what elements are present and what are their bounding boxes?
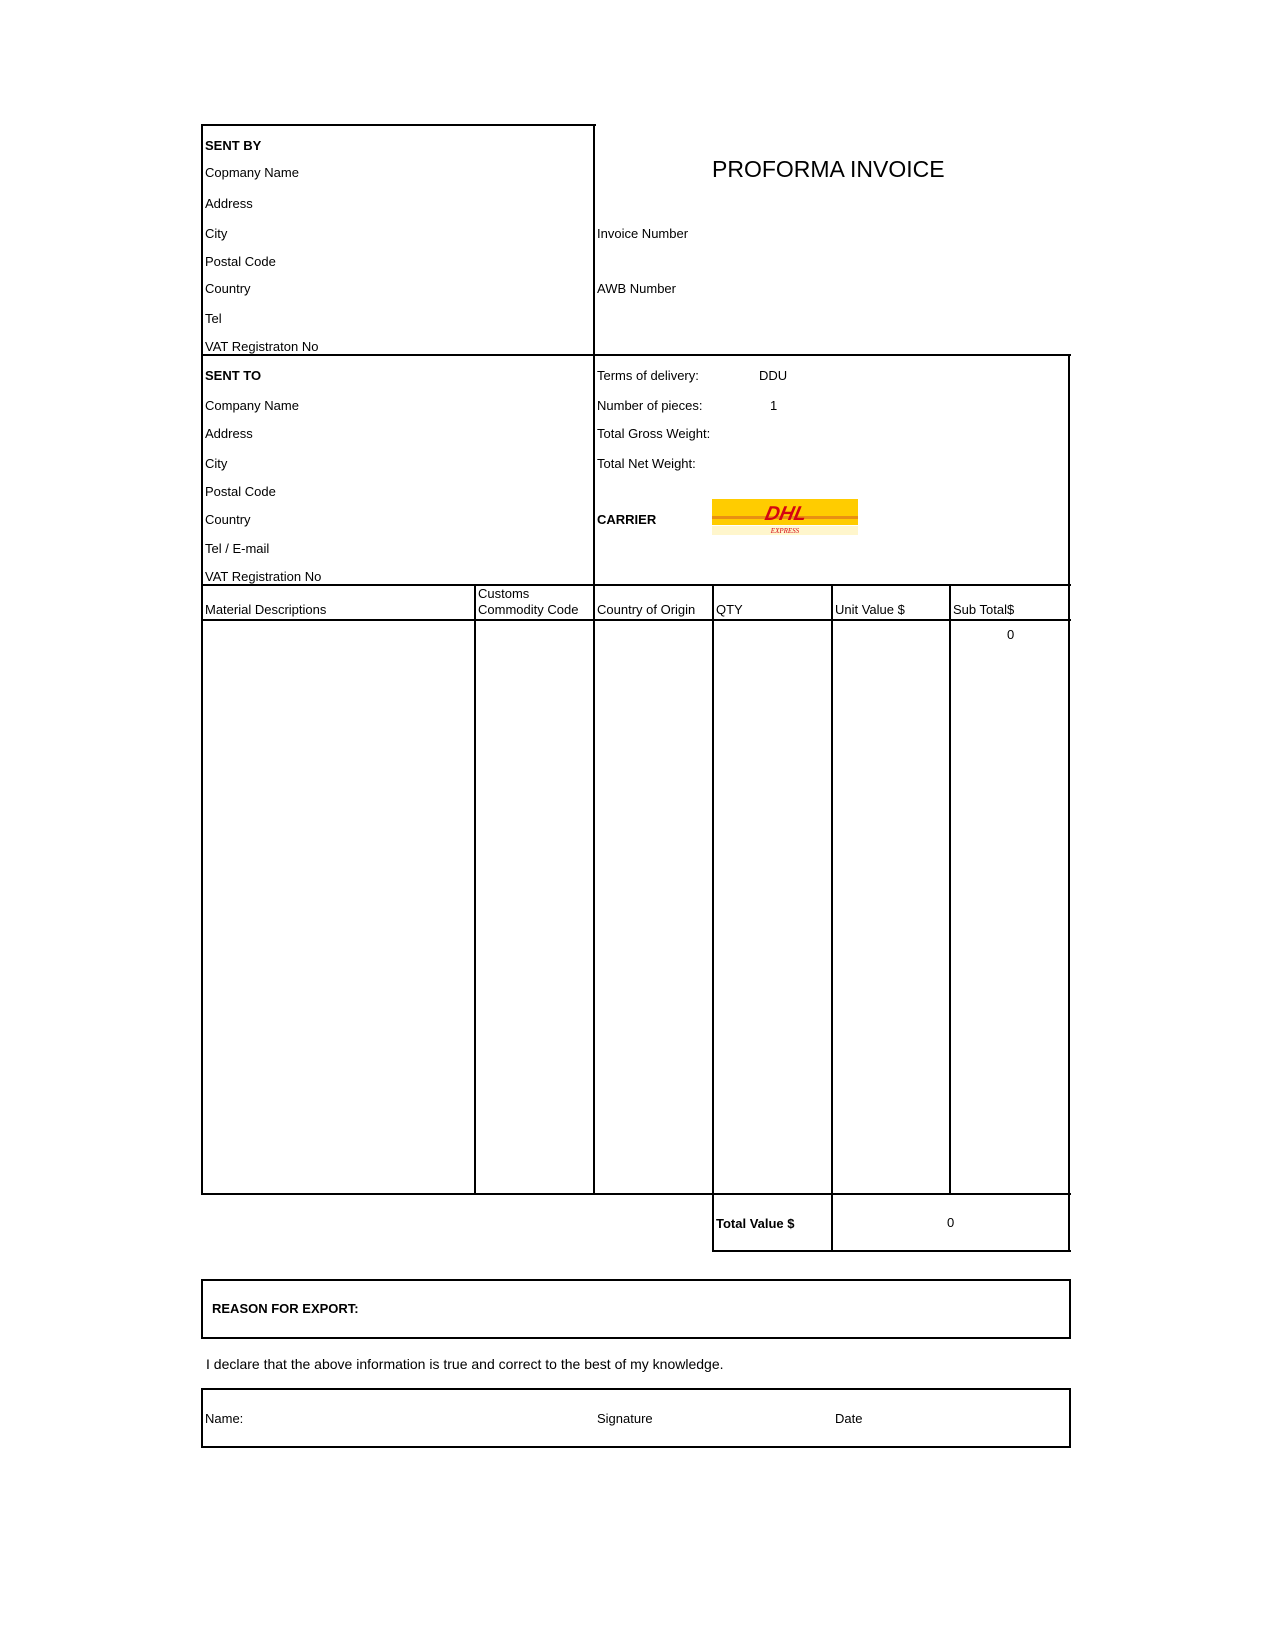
col-header-subtotal: Sub Total$ — [953, 602, 1015, 617]
sent-to-postal-label: Postal Code — [205, 484, 276, 499]
total-value[interactable]: 0 — [947, 1215, 955, 1230]
col-header-qty: QTY — [716, 602, 743, 617]
declaration-text: I declare that the above information is true and correct to the best of my knowledge. — [206, 1356, 724, 1372]
sent-to-heading: SENT TO — [205, 368, 262, 383]
invoice-number-label: Invoice Number — [597, 226, 689, 241]
divider — [712, 1250, 1071, 1252]
sent-by-vat-label: VAT Registraton No — [205, 339, 319, 354]
sent-by-heading: SENT BY — [205, 138, 262, 153]
svg-text:DHL: DHL — [762, 503, 809, 525]
signature-label: Signature — [597, 1411, 653, 1426]
divider — [201, 1193, 1071, 1195]
net-weight-label: Total Net Weight: — [597, 456, 696, 471]
divider — [201, 619, 1071, 621]
sent-by-country-label: Country — [205, 281, 251, 296]
divider — [474, 584, 476, 1194]
sent-to-tel-label: Tel / E-mail — [205, 541, 270, 556]
pieces-value[interactable]: 1 — [770, 398, 778, 413]
col-header-commodity-code: Commodity Code — [478, 602, 579, 617]
sent-by-city-label: City — [205, 226, 228, 241]
col-header-origin: Country of Origin — [597, 602, 696, 617]
sent-by-tel-label: Tel — [205, 311, 222, 326]
dhl-logo — [712, 499, 858, 535]
terms-value[interactable]: DDU — [759, 368, 788, 383]
carrier-label: CARRIER — [597, 512, 657, 527]
sent-to-city-label: City — [205, 456, 228, 471]
sent-to-vat-label: VAT Registration No — [205, 569, 322, 584]
svg-text:EXPRESS: EXPRESS — [770, 527, 800, 535]
sent-to-address-label: Address — [205, 426, 253, 441]
divider — [1068, 354, 1070, 1252]
col-header-material: Material Descriptions — [205, 602, 327, 617]
sent-by-address-label: Address — [205, 196, 253, 211]
divider — [201, 124, 203, 1195]
col-header-customs: Customs — [478, 586, 530, 601]
gross-weight-label: Total Gross Weight: — [597, 426, 711, 441]
divider — [201, 354, 1071, 356]
sent-by-postal-label: Postal Code — [205, 254, 276, 269]
subtotal-value[interactable]: 0 — [1007, 627, 1015, 642]
divider — [201, 584, 1071, 586]
pieces-label: Number of pieces: — [597, 398, 703, 413]
awb-number-label: AWB Number — [597, 281, 676, 296]
reason-for-export-label: REASON FOR EXPORT: — [212, 1301, 359, 1316]
page-title: PROFORMA INVOICE — [712, 156, 945, 182]
total-value-label: Total Value $ — [716, 1216, 795, 1231]
col-header-unit-value: Unit Value $ — [835, 602, 905, 617]
sent-to-country-label: Country — [205, 512, 251, 527]
sent-to-company-label: Company Name — [205, 398, 299, 413]
divider — [949, 584, 951, 1194]
date-label: Date — [835, 1411, 863, 1426]
divider — [712, 584, 714, 1252]
divider — [831, 584, 833, 1252]
terms-label: Terms of delivery: — [597, 368, 699, 383]
divider — [593, 124, 595, 1195]
sent-by-company-label: Copmany Name — [205, 165, 299, 180]
divider — [201, 124, 596, 126]
name-label: Name: — [205, 1411, 244, 1426]
